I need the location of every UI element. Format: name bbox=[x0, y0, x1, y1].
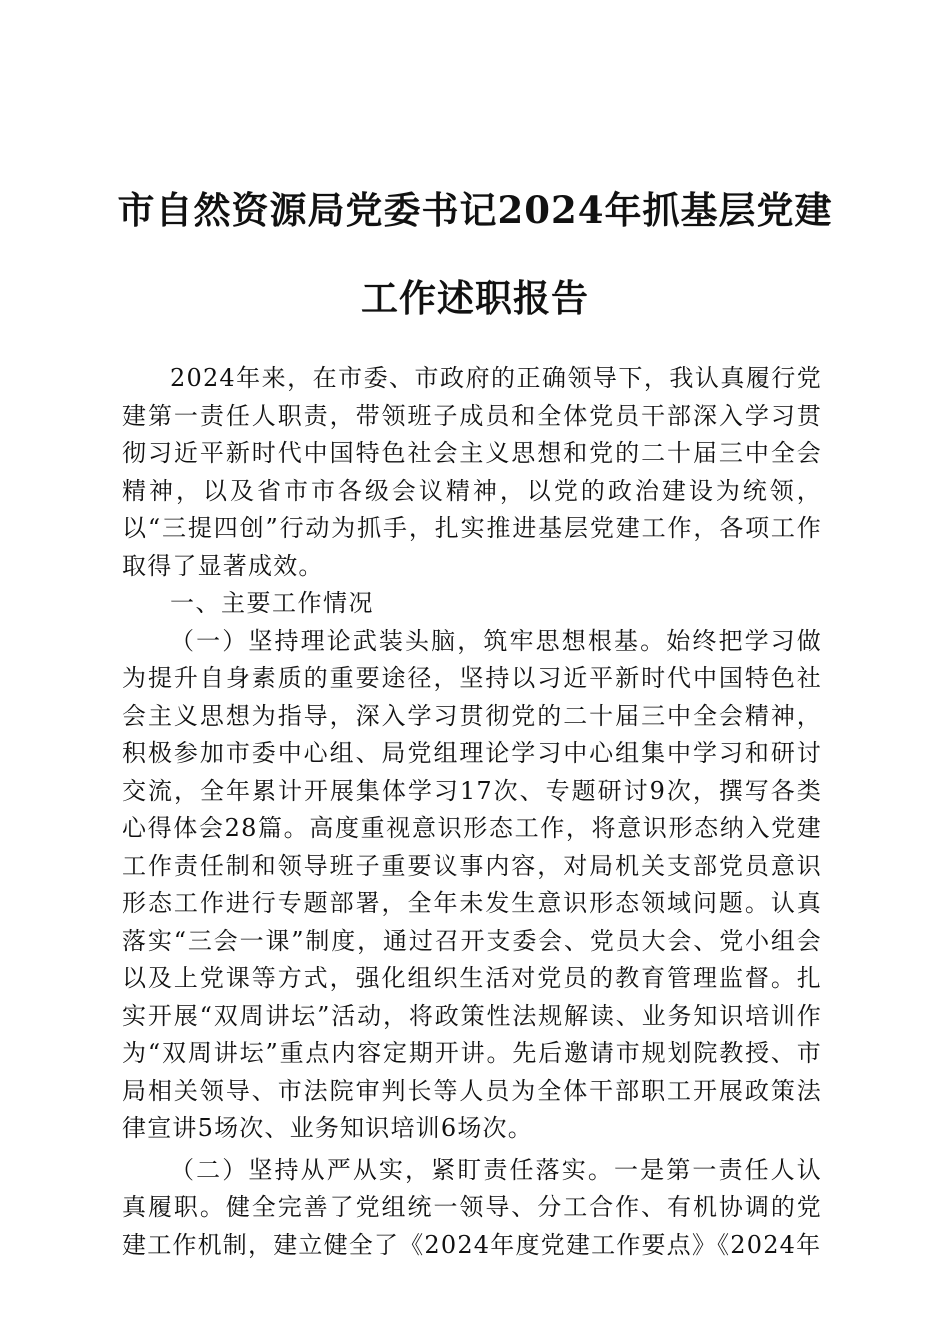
paragraph-strict-responsibility: （二）坚持从严从实，紧盯责任落实。一是第一责任人认真履职。健全完善了党组统一领导、分工合作、有机协调的党建工作机制，建立健全了《2024年度党建工作要点》《2024年 bbox=[122, 1155, 822, 1259]
document-title: 市自然资源局党委书记2024年抓基层党建工作述职报告 bbox=[117, 188, 833, 320]
document-body bbox=[122, 360, 822, 1264]
section-heading-main-work: 一、主要工作情况 bbox=[170, 589, 374, 617]
paragraph-theory-armament: （一）坚持理论武装头脑，筑牢思想根基。始终把学习做为提升自身素质的重要途径，坚持以习近平新时代中国特色社会主义思想为指导，深入学习贯彻党的二十届三中全会精神，积极参加市委中心组、局党组理论学习中心组集中学习和研讨交流，全年累计开展集体学习17次、专题研讨9次，撰写各类心得体会28篇。高度重视意识形态工作，将意识形态纳入党建工作责任制和领导班子重要议事内容，对局机关支部党员意识形态工作进行专题部署，全年未发生意识形态领域问题。认真落实“三会一课”制度，通过召开支委会、党员大会、党小组会以及上党课等方式，强化组织生活对党员的教育管理监督。扎实开展“双周讲坛”活动，将政策性法规解读、业务知识培训作为“双周讲坛”重点内容定期开讲。先后邀请市规划院教授、市局相关领导、市法院审判长等人员为全体干部职工开展政策法律宣讲5场次、业务知识培训6场次。 bbox=[122, 626, 822, 1142]
intro-paragraph: 2024年来，在市委、市政府的正确领导下，我认真履行党建第一责任人职责，带领班子成员和全体党员干部深入学习贯彻习近平新时代中国特色社会主义思想和党的二十届三中全会精神，以及省市市各级会议精神，以党的政治建设为统领，以“三提四创”行动为抓手，扎实推进基层党建工作，各项工作取得了显著成效。 bbox=[122, 364, 822, 580]
